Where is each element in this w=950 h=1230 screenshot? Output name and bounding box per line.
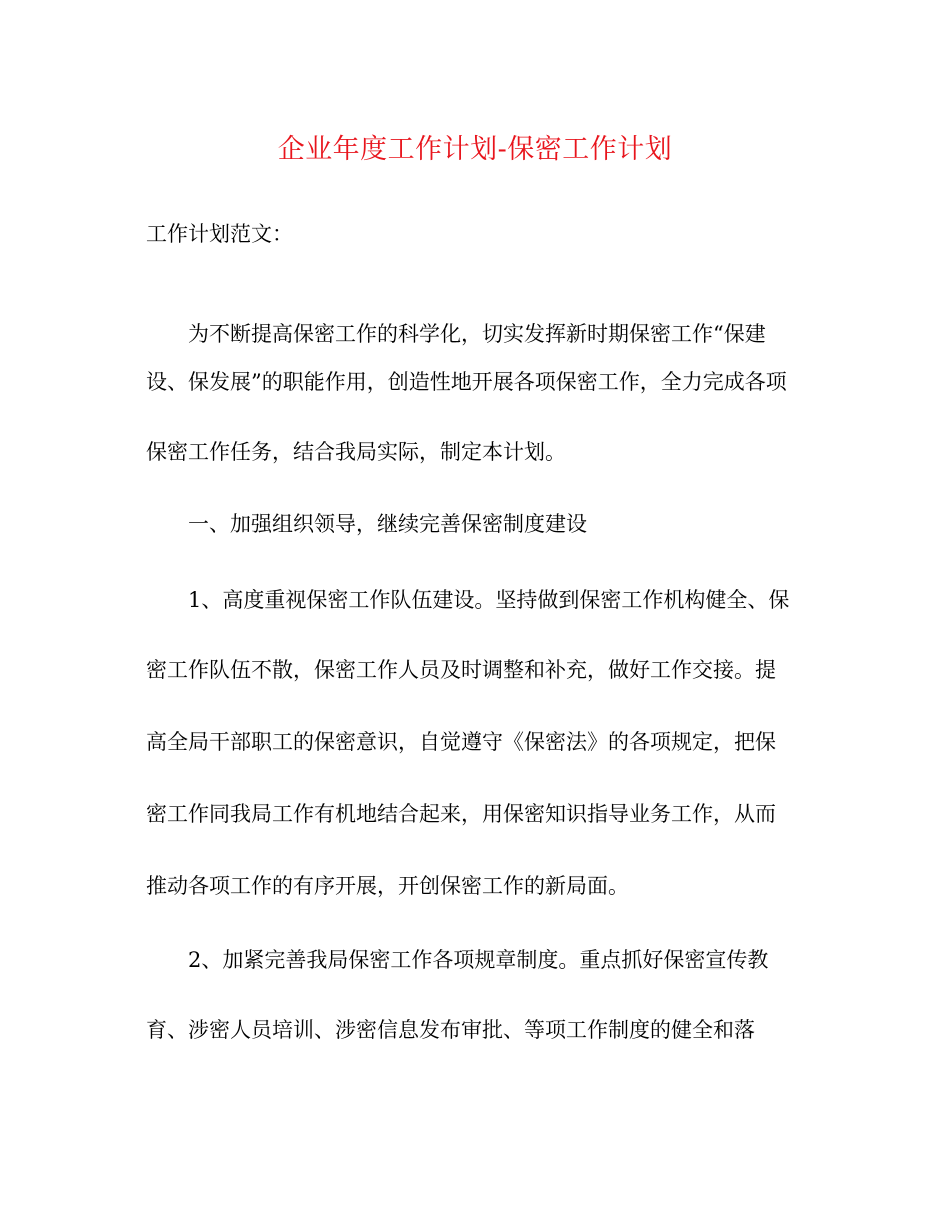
paragraph-line: 育、涉密人员培训、涉密信息发布审批、等项工作制度的健全和落	[146, 1018, 755, 1042]
intro-label: 工作计划范文：	[146, 222, 293, 246]
paragraph-line: 1、高度重视保密工作队伍建设。坚持做到保密工作机构健全、保	[188, 588, 790, 612]
paragraph-line: 为不断提高保密工作的科学化，切实发挥新时期保密工作“保建	[188, 322, 766, 346]
section-heading: 一、加强组织领导，继续完善保密制度建设	[188, 512, 587, 536]
paragraph-line: 保密工作任务，结合我局实际，制定本计划。	[146, 440, 566, 464]
paragraph-line: 密工作同我局工作有机地结合起来，用保密知识指导业务工作，从而	[146, 802, 776, 826]
paragraph-line: 推动各项工作的有序开展，开创保密工作的新局面。	[146, 874, 629, 898]
paragraph-line: 密工作队伍不散，保密工作人员及时调整和补充，做好工作交接。提	[146, 658, 776, 682]
document-title: 企业年度工作计划-保密工作计划	[277, 134, 673, 165]
paragraph-line: 2、加紧完善我局保密工作各项规章制度。重点抓好保密宣传教	[188, 948, 769, 972]
paragraph-line: 设、保发展”的职能作用，创造性地开展各项保密工作，全力完成各项	[146, 370, 787, 394]
paragraph-line: 高全局干部职工的保密意识，自觉遵守《保密法》的各项规定，把保	[146, 730, 776, 754]
